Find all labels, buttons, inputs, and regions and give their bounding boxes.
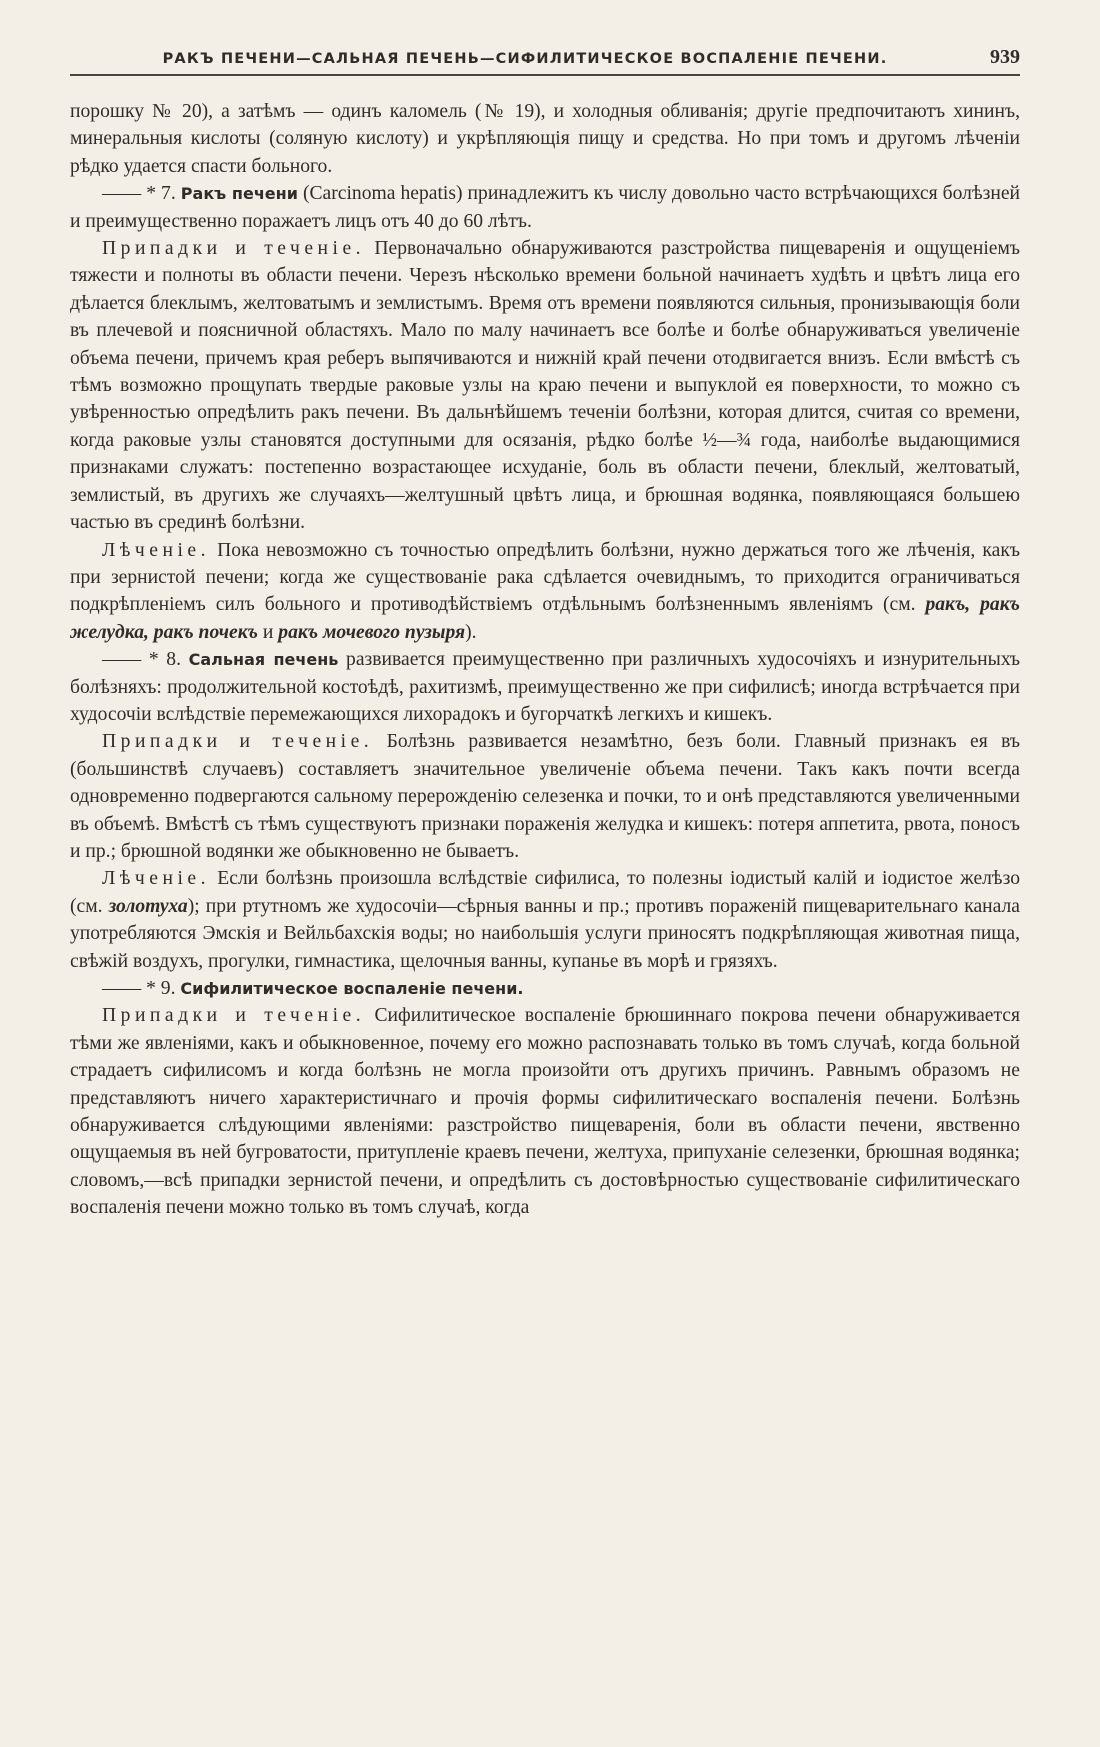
section-7-treatment-text: Пока невозможно съ точностью опредѣлить болѣзни, нужно держаться того же лѣченія, какъ при зернистой печени; когда же существованіе рака сдѣлается очевиднымъ, то приходится ограничиваться подкрѣпленіемъ силъ больного и противодѣйствіемъ отдѣльнымъ болѣзненнымъ явленіямъ (см. xyxy=(70,539,1020,616)
section-8-symptoms-text: Болѣзнь развивается незамѣтно, безъ боли. Главный признакъ ея въ (большинствѣ случаевъ) составляетъ значительное увеличеніе объема печени. Такъ какъ почти всегда одновременно подвергаются сальному перерожденію селезенка и почки, то и онѣ представляются увеличенными въ объемѣ. Вмѣстѣ съ тѣмъ существуютъ признаки пораженія желудка и кишекъ: потеря аппетита, рвота, поносъ и пр.; брюшной водянки же обыкновенно не бываетъ. xyxy=(70,731,1020,862)
section-8-treatment xyxy=(70,865,1020,975)
cross-reference: ракъ мочевого пузыря xyxy=(278,621,466,643)
section-9-intro xyxy=(70,975,1020,1002)
running-head xyxy=(70,46,1020,76)
section-7-heading: Ракъ печени xyxy=(180,184,298,204)
section-8-text: развивается преимущественно при различныхъ худосочіяхъ и изнурительныхъ болѣзняхъ: продолжительной костоѣдѣ, рахитизмѣ, преимущественно же при сифилисѣ; иногда встрѣчается при худосочіи вслѣдствіе перемежающихся лихорадокъ и бугорчаткѣ легкихъ и кишекъ. xyxy=(70,649,1021,725)
section-7-treatment-title: Лѣченіе. xyxy=(102,539,211,561)
section-7-text: (Carcinoma hepatis) принадлежитъ къ числу довольно часто встрѣчающихся болѣзней и преимущественно поражаетъ лицъ отъ 40 до 60 лѣтъ. xyxy=(70,183,1020,232)
section-7-symptoms-title: Припадки и теченіе. xyxy=(102,238,366,260)
body-text xyxy=(70,98,1020,1222)
section-7-symptoms-text: Первоначально обнаруживаются разстройства пищеваренія и ощущеніемъ тяжести и полноты въ области печени. Черезъ нѣсколько времени больной начинаетъ худѣть и цвѣтъ лица его дѣлается блеклымъ, желтоватымъ и землистымъ. Время отъ времени появляются сильныя, пронизывающія боли въ плечевой и поясничной областяхъ. Мало по малу начинаетъ все болѣе и болѣе обнаруживаться увеличеніе объема печени, причемъ края реберъ выпячиваются и нижній край печени отодвигается внизъ. Если вмѣстѣ съ тѣмъ возможно прощупать твердые раковые узлы на краю печени и выпуклой ея поверхности, то можно съ увѣренностью опредѣлить ракъ печени. Въ дальнѣйшемъ теченіи болѣзни, которая длится, считая со времени, когда раковые узлы становятся доступными для осязанія, рѣдко болѣе ½—¾ года, наиболѣе выдающимися признаками служатъ: постепенно возрастающее исхуданіе, боль въ области печени, блеклый, желтоватый, землистый, въ другихъ же случаяхъ—желтушный цвѣтъ лица, и брюшная водянка, появляющаяся большею частью въ срединѣ болѣзни. xyxy=(70,238,1021,534)
paragraph-continuation: порошку № 20), а затѣмъ — одинъ каломель (№ 19), и холодныя обливанія; другіе предпочитаютъ хининъ, минеральныя кислоты (соляную кислоту) и укрѣпляющія пищу и средства. Но при томъ и другомъ лѣченіи рѣдко удается спасти больного. xyxy=(70,101,1020,177)
section-7-symptoms xyxy=(70,235,1020,536)
closing-punct: ). xyxy=(465,621,477,643)
section-9-symptoms-text: Сифилитическое воспаленіе брюшиннаго покрова печени обнаруживается тѣми же явленіями, какъ и обыкновенное, почему его можно распознавать только въ томъ случаѣ, когда больной страдаетъ сифилисомъ и когда болѣзнь не могла произойти отъ другихъ причинъ. Равнымъ образомъ не представляютъ ничего характеристичнаго и прочія формы сифилитическаго воспаленія печени. Болѣзнь обнаруживается слѣдующими явленіями: разстройство пищеваренія, боли въ области печени, явственно ощущаемыя въ ней бугроватости, притупленіе краевъ печени, желтуха, припуханіе селезенки, брюшная водянка; словомъ,—всѣ припадки зернистой печени, и опредѣлить съ достовѣрностью существованіе сифилитическаго воспаленія печени можно только въ томъ случаѣ, когда xyxy=(70,1005,1020,1219)
section-9-symptoms xyxy=(70,1002,1020,1221)
section-8-symptoms xyxy=(70,728,1020,865)
section-9-symptoms-title: Припадки и теченіе. xyxy=(102,1005,366,1027)
cross-reference: золотуха xyxy=(108,895,188,917)
section-9-number: —— * 9. xyxy=(102,978,181,999)
running-title: РАКЪ ПЕЧЕНИ—САЛЬНАЯ ПЕЧЕНЬ—СИФИЛИТИЧЕСКОЕ ВОСПАЛЕНІЕ ПЕЧЕНИ. xyxy=(162,51,888,67)
section-7-number: —— * 7. xyxy=(102,183,181,205)
section-8-treatment-text-end: ); при ртутномъ же худосочіи—сѣрныя ванны и пр.; противъ пораженій пищеварительнаго канала употребляются Эмскія и Вейльбахскія воды; но наибольшія услуги приносятъ подкрѣпляющая животная пища, свѣжій воздухъ, прогулки, гимнастика, щелочныя ванны, купанье въ морѣ и грязяхъ. xyxy=(70,895,1021,972)
section-8-treatment-text: Если болѣзнь произошла вслѣдствіе сифилиса, то полезны іодистый калій и іодистое желѣзо (см. xyxy=(70,868,1020,917)
section-8-treatment-title: Лѣченіе. xyxy=(102,868,211,890)
section-8-heading: Сальная печень xyxy=(188,650,339,670)
page-number: 939 xyxy=(990,46,1020,68)
conjunction: и xyxy=(257,621,279,643)
section-9-heading: Сифилитическое воспаленіе печени. xyxy=(180,979,524,998)
section-8-number: —— * 8. xyxy=(102,649,189,671)
section-8-symptoms-title: Припадки и теченіе. xyxy=(102,731,374,753)
section-7-treatment xyxy=(70,537,1020,647)
cross-reference: ракъ, ракъ желудка, ракъ почекъ xyxy=(70,594,1020,643)
section-7-intro xyxy=(70,180,1020,235)
section-8-intro xyxy=(70,646,1020,728)
